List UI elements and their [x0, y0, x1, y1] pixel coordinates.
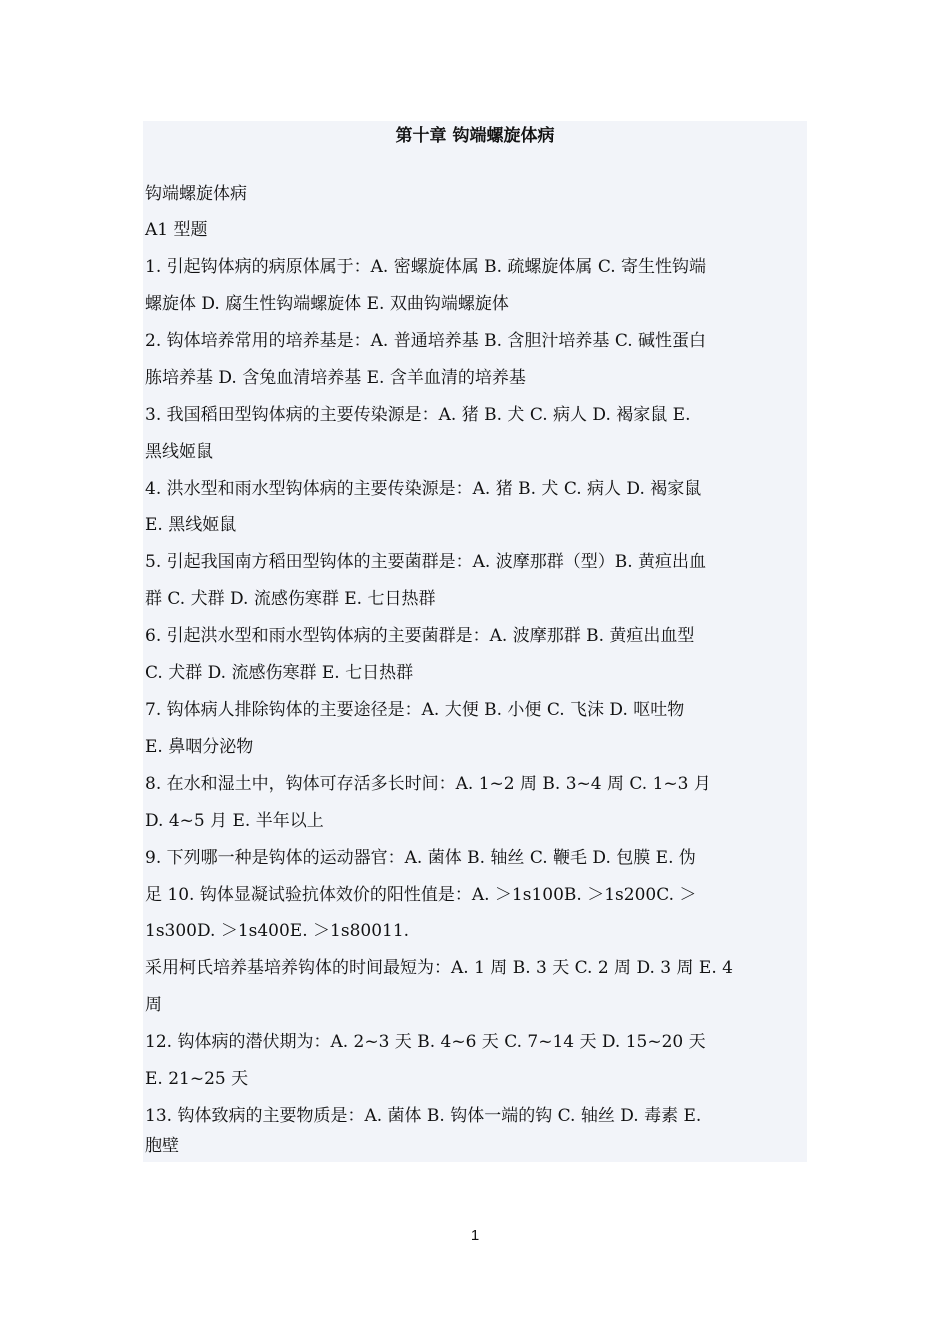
text-line: E. 鼻咽分泌物 — [145, 737, 254, 757]
text-line: 3. 我国稻田型钩体病的主要传染源是：A. 猪 B. 犬 C. 病人 D. 褐家鼠 E. — [145, 405, 691, 425]
text-line: A1 型题 — [145, 220, 208, 240]
text-line: 1. 引起钩体病的病原体属于：A. 密螺旋体属 B. 疏螺旋体属 C. 寄生性钩端 — [145, 257, 707, 277]
text-line: 采用柯氏培养基培养钩体的时间最短为：A. 1 周 B. 3 天 C. 2 周 D. 3 周 E. 4 — [145, 958, 733, 978]
text-line: 胞壁 — [145, 1136, 179, 1156]
text-line: 9. 下列哪一种是钩体的运动器官：A. 菌体 B. 轴丝 C. 鞭毛 D. 包膜 E. 伪 — [145, 848, 696, 868]
text-line: 8. 在水和湿土中，钩体可存活多长时间：A. 1~2 周 B. 3~4 周 C. 1~3 月 — [145, 774, 711, 794]
text-line: E. 黑线姬鼠 — [145, 515, 237, 535]
text-line: C. 犬群 D. 流感伤寒群 E. 七日热群 — [145, 663, 414, 683]
text-line: 5. 引起我国南方稻田型钩体的主要菌群是：A. 波摩那群（型）B. 黄疸出血 — [145, 552, 707, 572]
page-title: 第十章 钩端螺旋体病 — [395, 126, 555, 146]
document-body — [143, 121, 807, 1162]
text-line: 2. 钩体培养常用的培养基是：A. 普通培养基 B. 含胆汁培养基 C. 碱性蛋白 — [145, 331, 707, 351]
text-line: 胨培养基 D. 含兔血清培养基 E. 含羊血清的培养基 — [145, 368, 526, 388]
text-line: 足 10. 钩体显凝试验抗体效价的阳性值是：A. ＞1s100B. ＞1s200C. ＞ — [145, 885, 697, 905]
text-line: 钩端螺旋体病 — [145, 184, 247, 204]
text-line: 1s300D. ＞1s400E. ＞1s80011. — [145, 921, 410, 941]
text-line: E. 21~25 天 — [145, 1069, 249, 1089]
text-line: 黑线姬鼠 — [145, 442, 213, 462]
text-line: 4. 洪水型和雨水型钩体病的主要传染源是：A. 猪 B. 犬 C. 病人 D. 褐家鼠 — [145, 479, 702, 499]
text-line: 群 C. 犬群 D. 流感伤寒群 E. 七日热群 — [145, 589, 436, 609]
text-line: 13. 钩体致病的主要物质是：A. 菌体 B. 钩体一端的钩 C. 轴丝 D. 毒素 E. — [145, 1106, 702, 1126]
text-line: 12. 钩体病的潜伏期为：A. 2~3 天 B. 4~6 天 C. 7~14 天 D. 15~20 天 — [145, 1032, 706, 1052]
text-line: 周 — [145, 995, 162, 1015]
text-line: 7. 钩体病人排除钩体的主要途径是：A. 大便 B. 小便 C. 飞沫 D. 呕吐物 — [145, 700, 685, 720]
text-line: 6. 引起洪水型和雨水型钩体病的主要菌群是：A. 波摩那群 B. 黄疸出血型 — [145, 626, 695, 646]
text-line: 螺旋体 D. 腐生性钩端螺旋体 E. 双曲钩端螺旋体 — [145, 294, 509, 314]
text-line: D. 4~5 月 E. 半年以上 — [145, 811, 324, 831]
page-number: 1 — [470, 1227, 480, 1244]
